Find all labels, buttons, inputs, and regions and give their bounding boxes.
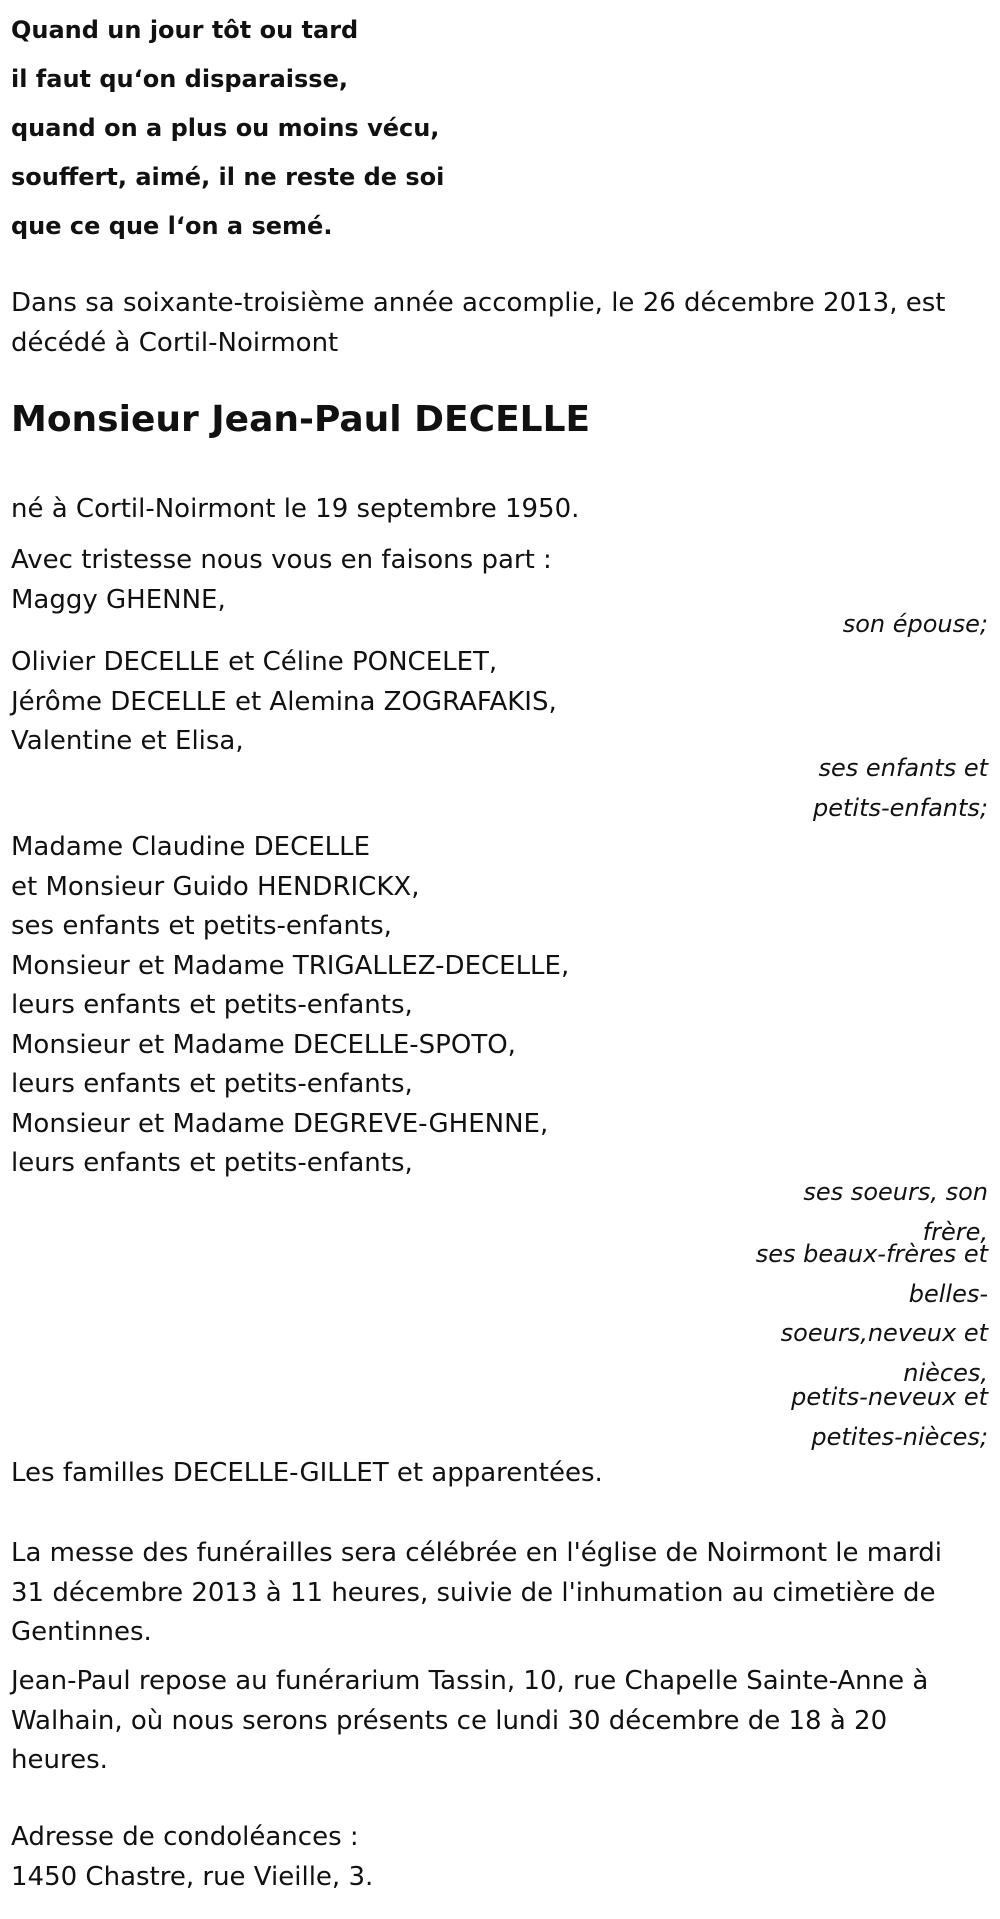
list-item: ses enfants et petits-enfants,	[11, 911, 392, 941]
list-item: leurs enfants et petits-enfants,	[11, 1069, 413, 1099]
role-line: son épouse;	[842, 610, 988, 638]
list-item: Monsieur et Madame DEGREVE-GHENNE,	[11, 1108, 549, 1139]
role-line: ses soeurs, son	[803, 1178, 988, 1206]
poem-line: souffert, aimé, il ne reste de soi	[11, 163, 445, 191]
intro-line: Avec tristesse nous vous en faisons part :	[11, 545, 552, 575]
condolences-line: 1450 Chastre, rue Vieille, 3.	[11, 1861, 374, 1892]
families-line: Les familles DECELLE-GILLET et apparentées.	[11, 1458, 603, 1488]
announcement-line: décédé à Cortil-Noirmont	[11, 327, 339, 358]
children-list	[11, 643, 557, 762]
list-item: Valentine et Elisa,	[11, 726, 244, 756]
role-line: petites-nièces;	[811, 1422, 988, 1451]
poem-line: quand on a plus ou moins vécu,	[11, 114, 440, 142]
poem-line: il faut qu‘on disparaisse,	[11, 65, 348, 93]
siblings-list	[11, 828, 569, 1184]
role-line: belles-	[908, 1279, 988, 1308]
condolences-label: Adresse de condoléances :	[11, 1822, 359, 1852]
list-item: leurs enfants et petits-enfants,	[11, 1148, 413, 1178]
intro-and-spouse	[11, 541, 552, 620]
grand-nephews-role	[791, 1378, 988, 1457]
spouse-role	[843, 605, 988, 645]
rest-line: Jean-Paul repose au funérarium Tassin, 10, rue Chapelle Sainte-Anne à	[11, 1666, 929, 1696]
condolences-address	[11, 1818, 373, 1897]
role-line: nièces,	[903, 1358, 988, 1387]
announcement-line: Dans sa soixante-troisième année accomplie, le 26 décembre 2013, est	[11, 288, 946, 318]
role-line: frère,	[922, 1217, 988, 1246]
funeral-paragraph	[11, 1534, 942, 1653]
funeral-line: La messe des funérailles sera célébrée en l'église de Noirmont le mardi	[11, 1538, 943, 1568]
role-line: soeurs,neveux et	[780, 1319, 988, 1347]
rest-paragraph	[11, 1662, 928, 1781]
funeral-line: 31 décembre 2013 à 11 heures, suivie de l'inhumation au cimetière de	[11, 1577, 936, 1608]
spouse-name: Maggy GHENNE,	[11, 584, 226, 615]
list-item: Monsieur et Madame TRIGALLEZ-DECELLE,	[11, 950, 570, 981]
list-item: et Monsieur Guido HENDRICKX,	[11, 871, 420, 902]
role-line: petits-neveux et	[791, 1383, 988, 1411]
funeral-line: Gentinnes.	[11, 1617, 152, 1647]
birth-line: né à Cortil-Noirmont le 19 septembre 1950.	[11, 494, 580, 524]
announcement	[11, 284, 945, 363]
list-item: leurs enfants et petits-enfants,	[11, 990, 413, 1020]
list-item: Olivier DECELLE et Céline PONCELET,	[11, 647, 498, 677]
poem	[11, 6, 444, 251]
role-line: ses enfants et	[818, 754, 988, 782]
rest-line: Walhain, où nous serons présents ce lundi 30 décembre de 18 à 20	[11, 1705, 888, 1736]
list-item: Jérôme DECELLE et Alemina ZOGRAFAKIS,	[11, 686, 557, 717]
list-item: Madame Claudine DECELLE	[11, 832, 371, 862]
poem-line: que ce que l‘on a semé.	[11, 212, 333, 240]
list-item: Monsieur et Madame DECELLE-SPOTO,	[11, 1029, 516, 1060]
in-laws-role	[756, 1235, 988, 1393]
role-line: ses beaux-frères et	[755, 1240, 988, 1268]
poem-line: Quand un jour tôt ou tard	[11, 16, 359, 44]
children-role	[813, 749, 988, 828]
rest-line: heures.	[11, 1745, 108, 1775]
deceased-name: Monsieur Jean-Paul DECELLE	[11, 399, 591, 440]
role-line: petits-enfants;	[813, 793, 988, 822]
